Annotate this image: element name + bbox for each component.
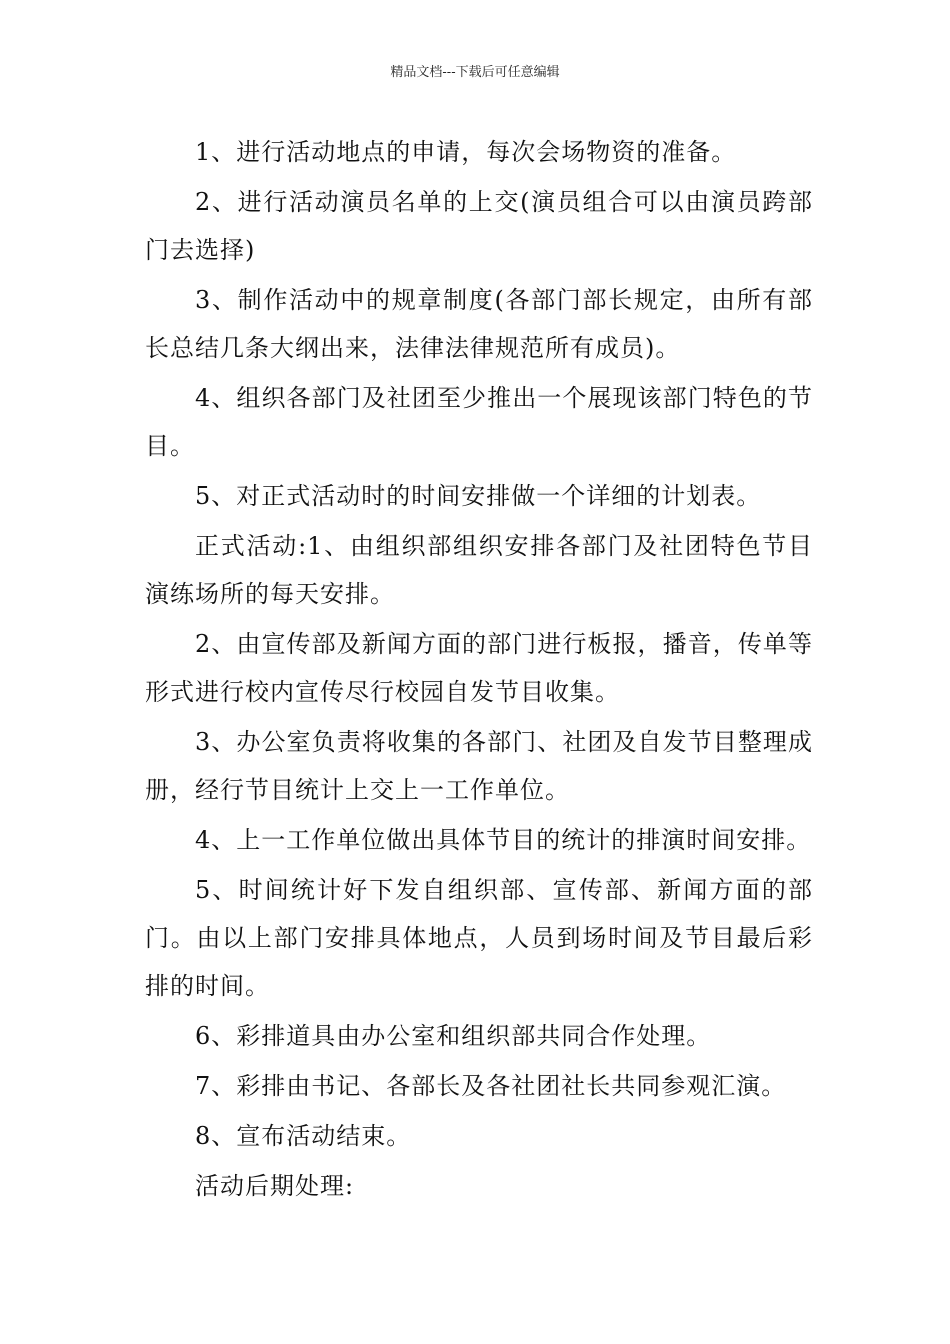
page-header: 精品文档---下载后可任意编辑 [390,65,560,80]
paragraph-1: 1、进行活动地点的申请，每次会场物资的准备。 [195,138,737,166]
paragraph-9: 4、上一工作单位做出具体节目的统计的排演时间安排。 [195,826,812,854]
paragraph-3: 3、制作活动中的规章制度(各部门部长规定，由所有部长总结几条大纲出来，法律法律规范所有成员)。 [145,286,813,362]
paragraph-8: 3、办公室负责将收集的各部门、社团及自发节目整理成册，经行节目统计上交上一工作单位。 [145,728,813,804]
paragraph-12: 7、彩排由书记、各部长及各社团社长共同参观汇演。 [195,1072,787,1100]
paragraph-5: 5、对正式活动时的时间安排做一个详细的计划表。 [195,482,762,510]
paragraph-13: 8、宣布活动结束。 [195,1122,412,1150]
paragraph-4: 4、组织各部门及社团至少推出一个展现该部门特色的节目。 [145,384,813,460]
paragraph-11: 6、彩排道具由办公室和组织部共同合作处理。 [195,1022,712,1050]
paragraph-7: 2、由宣传部及新闻方面的部门进行板报，播音，传单等形式进行校内宣传尽行校园自发节目收集。 [145,630,813,706]
paragraph-6: 正式活动:1、由组织部组织安排各部门及社团特色节目演练场所的每天安排。 [145,532,813,608]
document-body [145,128,813,1212]
paragraph-2: 2、进行活动演员名单的上交(演员组合可以由演员跨部门去选择) [145,188,813,264]
paragraph-14: 活动后期处理: [195,1172,355,1200]
paragraph-10: 5、时间统计好下发自组织部、宣传部、新闻方面的部门。由以上部门安排具体地点，人员到场时间及节目最后彩排的时间。 [145,876,813,1000]
